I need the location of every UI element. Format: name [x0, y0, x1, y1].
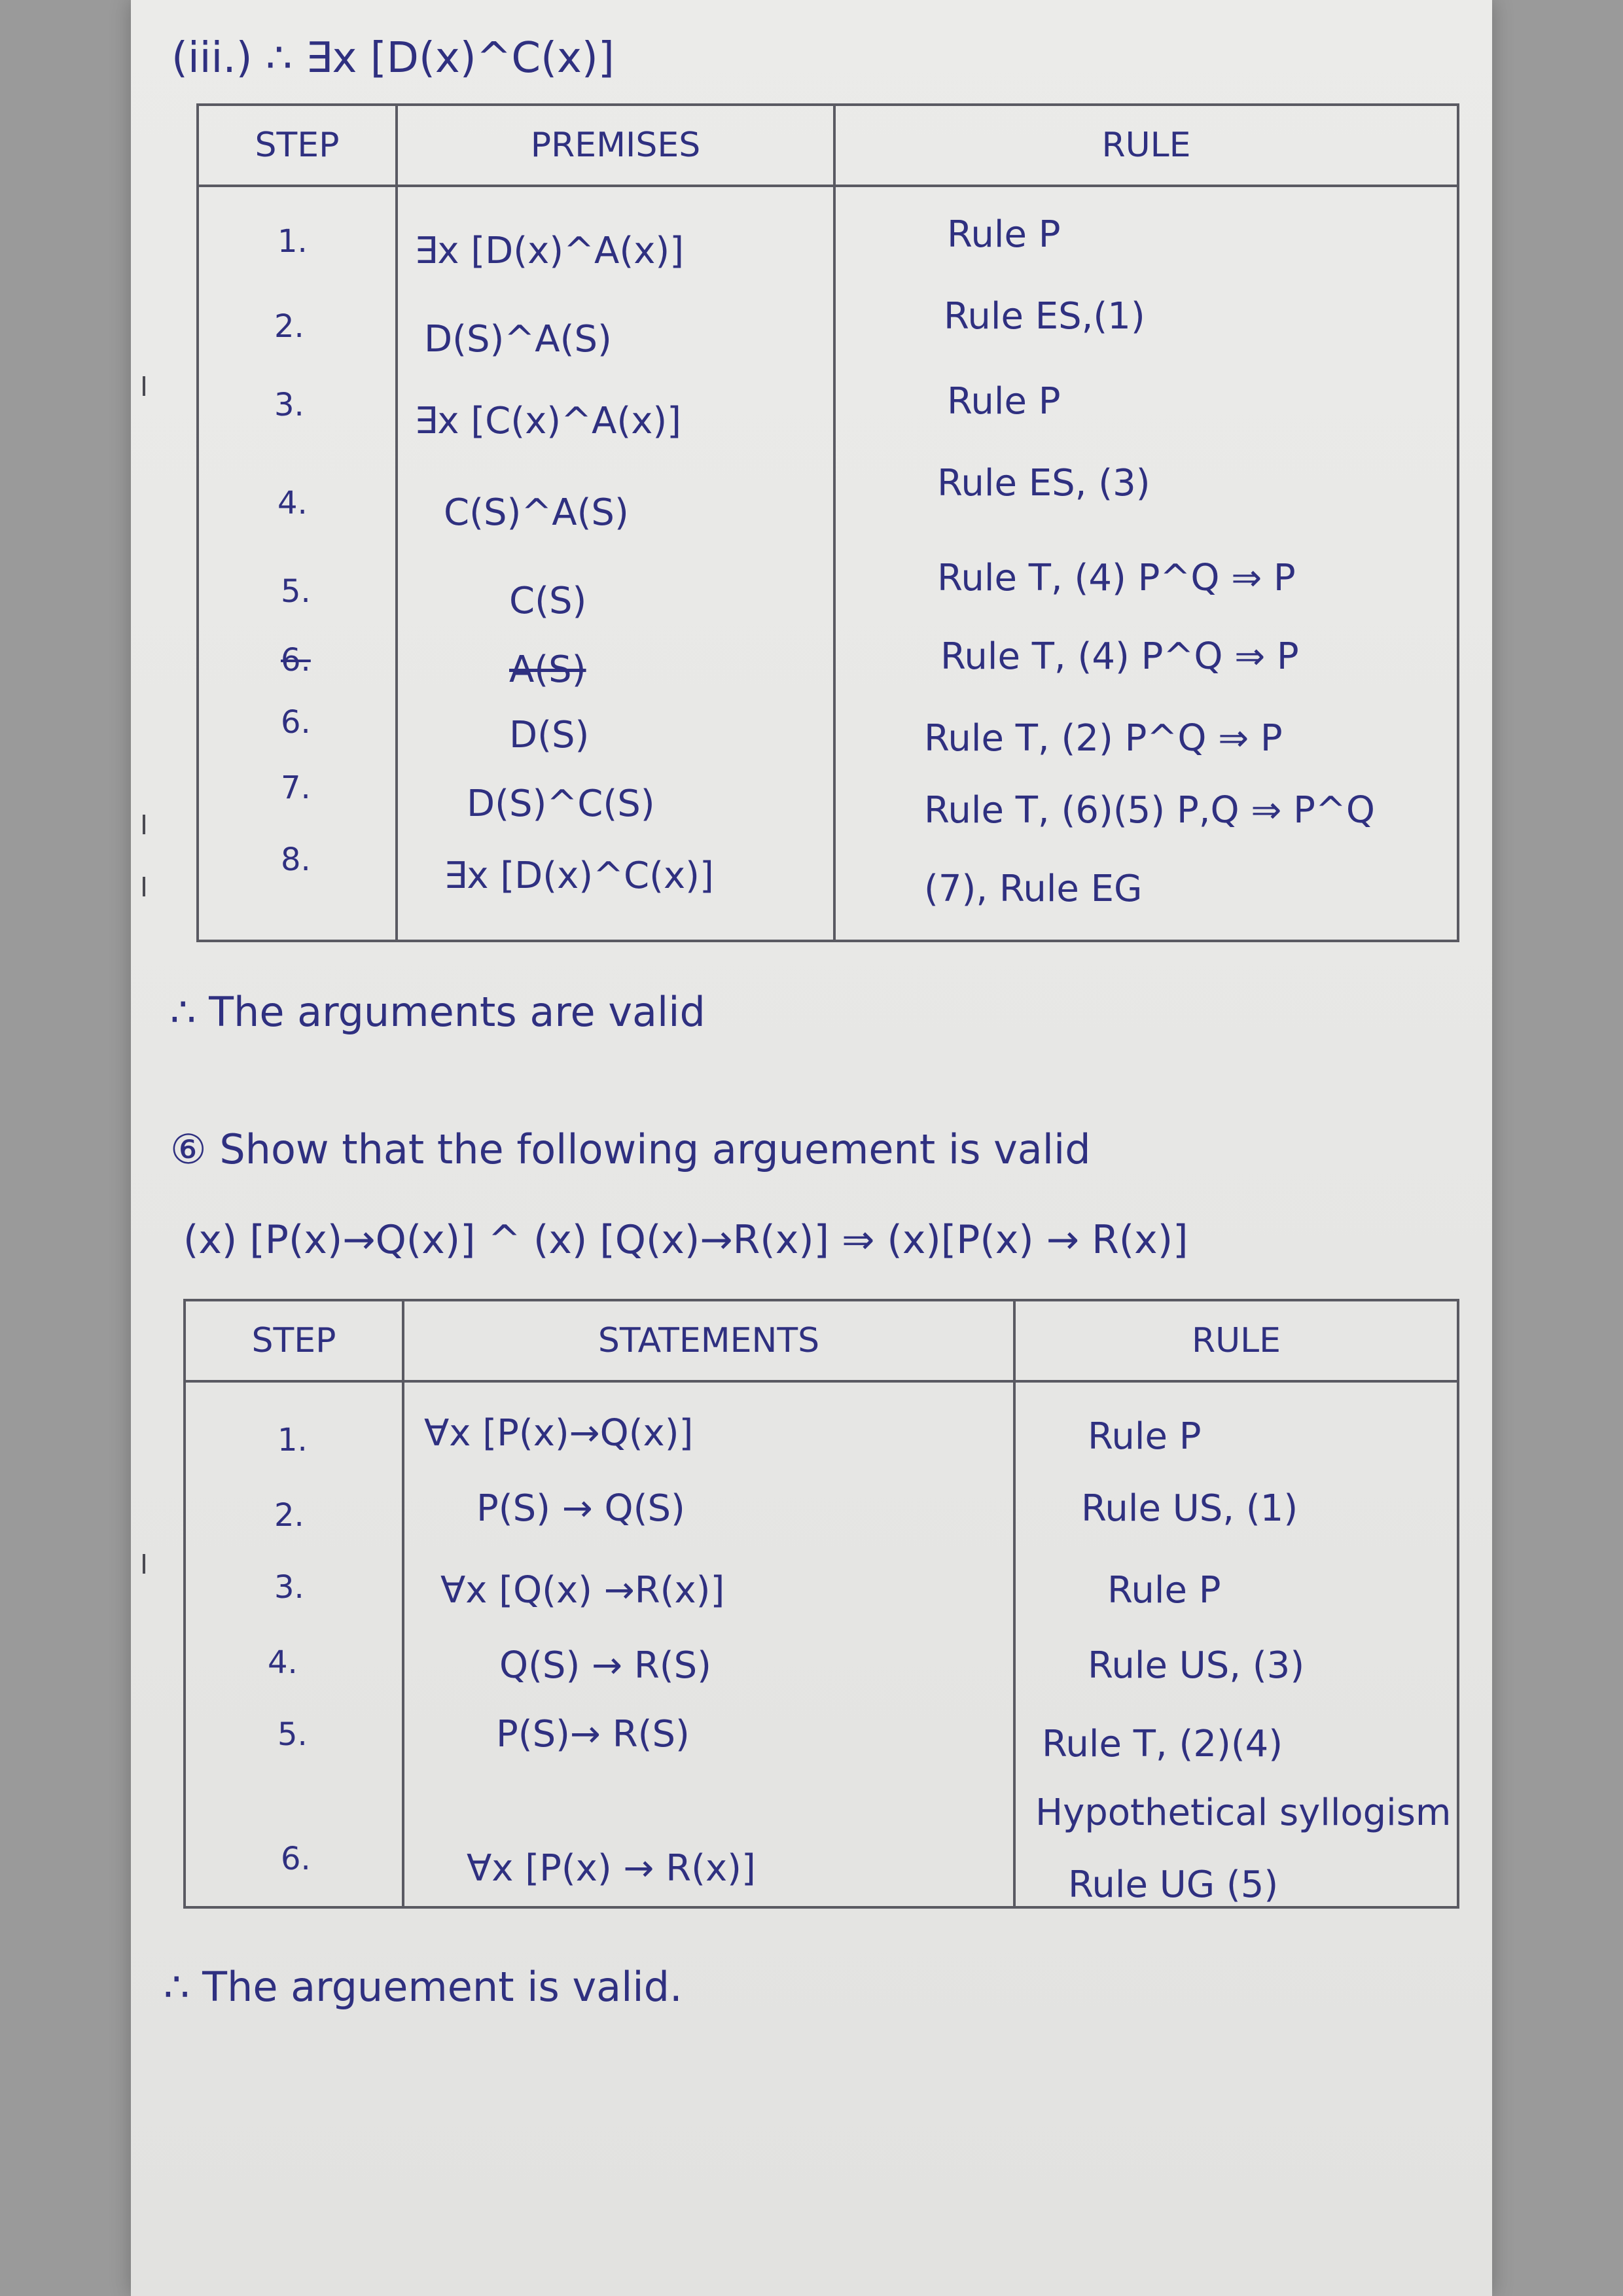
- step-number: 2.: [274, 1497, 304, 1534]
- rule-cell: Rule T, (4) P^Q ⇒ P: [937, 557, 1296, 599]
- step-number: 7.: [281, 769, 311, 806]
- premises-column: [397, 186, 834, 941]
- statement-cell: P(S) → Q(S): [476, 1487, 685, 1530]
- question6-conclusion: ∴ The arguement is valid.: [164, 1963, 683, 2011]
- rule-cell: (7), Rule EG: [924, 868, 1143, 910]
- step-column: [185, 1381, 403, 1907]
- premise-cell: D(S)^A(S): [424, 318, 612, 361]
- statements-column: [403, 1381, 1014, 1907]
- margin-mark: [143, 1554, 145, 1574]
- step-number: 6.: [281, 642, 311, 679]
- question-text: Show that the following arguement is valid: [219, 1125, 1091, 1173]
- column-header-rule: RULE: [1014, 1300, 1458, 1381]
- rule-cell: Hypothetical syllogism: [1035, 1792, 1452, 1834]
- column-header-rule: RULE: [834, 105, 1458, 186]
- step-number: 3.: [274, 1569, 304, 1606]
- margin-mark: [143, 376, 145, 396]
- step-number: 6.: [281, 1841, 311, 1877]
- rule-cell: Rule ES,(1): [944, 295, 1145, 338]
- notebook-page: [131, 0, 1492, 2296]
- step-number: 8.: [281, 841, 311, 878]
- table-header-row: [198, 105, 1458, 186]
- part3-proof-table: [196, 103, 1459, 942]
- rule-cell: Rule P: [947, 213, 1061, 256]
- premise-cell: D(S): [509, 714, 590, 756]
- step-number: 4.: [277, 485, 308, 521]
- margin-mark: [143, 877, 145, 896]
- table-body-row: [198, 186, 1458, 941]
- step-number: 6.: [281, 704, 311, 741]
- rule-column: [834, 186, 1458, 941]
- premise-cell: C(S)^A(S): [444, 491, 629, 534]
- rule-cell: Rule T, (2) P^Q ⇒ P: [924, 717, 1283, 760]
- premise-cell: ∃x [D(x)^C(x)]: [444, 855, 714, 897]
- rule-cell: Rule P: [1088, 1415, 1202, 1458]
- statement-cell: ∀x [P(x) → R(x)]: [467, 1847, 756, 1890]
- rule-column: [1014, 1381, 1458, 1907]
- rule-cell: Rule P: [1107, 1569, 1221, 1612]
- step-number: 1.: [277, 223, 308, 260]
- premise-cell: C(S): [509, 580, 587, 622]
- margin-mark: [143, 815, 145, 834]
- statement-cell: Q(S) → R(S): [499, 1644, 711, 1687]
- question-number: ⑥: [170, 1125, 207, 1173]
- step-number: 2.: [274, 308, 304, 345]
- rule-cell: Rule P: [947, 380, 1061, 423]
- question6-formula: (x) [P(x)→Q(x)] ^ (x) [Q(x)→R(x)] ⇒ (x)[P(x) → R(x)]: [183, 1217, 1188, 1263]
- premise-cell: D(S)^C(S): [467, 783, 655, 825]
- premise-cell: ∃x [C(x)^A(x)]: [414, 400, 682, 442]
- question6-proof-table: [183, 1299, 1459, 1909]
- column-header-step: STEP: [185, 1300, 403, 1381]
- rule-cell: Rule US, (1): [1081, 1487, 1298, 1530]
- step-column: [198, 186, 397, 941]
- column-header-premises: PREMISES: [397, 105, 834, 186]
- step-number: 1.: [277, 1422, 308, 1458]
- rule-cell: Rule US, (3): [1088, 1644, 1305, 1687]
- part3-heading: (iii.) ∴ ∃x [D(x)^C(x)]: [171, 34, 615, 82]
- rule-cell: Rule T, (6)(5) P,Q ⇒ P^Q: [924, 789, 1375, 832]
- table-body-row: [185, 1381, 1458, 1907]
- step-number: 4.: [268, 1644, 298, 1681]
- premise-cell: A(S): [509, 648, 586, 691]
- column-header-step: STEP: [198, 105, 397, 186]
- rule-cell: Rule ES, (3): [937, 462, 1150, 504]
- statement-cell: ∀x [P(x)→Q(x)]: [424, 1412, 694, 1455]
- part3-conclusion: ∴ The arguments are valid: [170, 988, 705, 1036]
- premise-cell: ∃x [D(x)^A(x)]: [414, 230, 685, 272]
- step-number: 5.: [277, 1716, 308, 1753]
- rule-cell: Rule UG (5): [1068, 1863, 1279, 1906]
- step-number: 5.: [281, 573, 311, 610]
- statement-cell: P(S)→ R(S): [496, 1713, 690, 1756]
- column-header-statements: STATEMENTS: [403, 1300, 1014, 1381]
- rule-cell: Rule T, (2)(4): [1042, 1723, 1283, 1765]
- rule-cell: Rule T, (4) P^Q ⇒ P: [940, 635, 1299, 678]
- statement-cell: ∀x [Q(x) →R(x)]: [440, 1569, 725, 1612]
- step-number: 3.: [274, 387, 304, 423]
- question6-title: [170, 1125, 1091, 1173]
- table-header-row: [185, 1300, 1458, 1381]
